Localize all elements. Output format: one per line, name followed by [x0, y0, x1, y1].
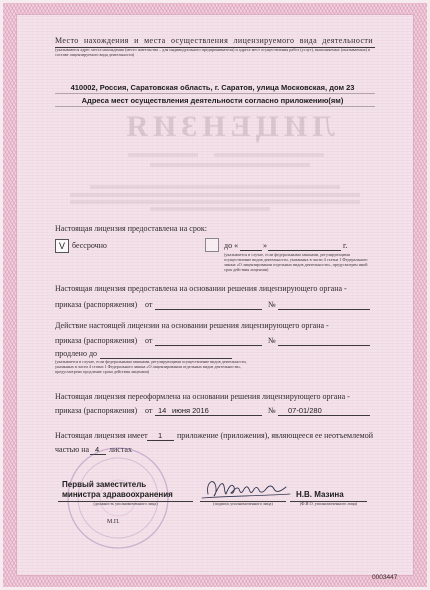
- appendix-count: 1: [158, 431, 163, 440]
- reissued-month-year: июня 2016: [172, 406, 209, 415]
- seal-mark: М.П.: [107, 519, 120, 525]
- until-day-line: [240, 250, 262, 251]
- granted-from-label: от: [145, 300, 153, 309]
- bleed-line: [150, 207, 270, 211]
- extended-date-line: [155, 345, 262, 346]
- until-month-line: [268, 250, 341, 251]
- signatory-name: Н.В. Мазина: [296, 490, 344, 499]
- extended-until-label: продлено до: [55, 349, 98, 358]
- until-quote-close: »: [263, 241, 267, 250]
- appendix-prefix: Настоящая лицензия имеет: [55, 431, 148, 440]
- bleed-through-watermark: ЛИЦЕНЗИЯ: [121, 110, 335, 143]
- reissued-number: 07-01/280: [288, 406, 322, 415]
- extended-number-label: №: [268, 336, 276, 345]
- license-address: 410002, Россия, Саратовская область, г. Саратов, улица Московская, дом 23: [70, 83, 355, 92]
- bleed-line: [90, 185, 340, 189]
- extended-number-line: [278, 345, 370, 346]
- addresses-reference-line: [55, 106, 375, 107]
- granted-order-label: приказа (распоряжения): [55, 300, 138, 309]
- granted-number-line: [278, 309, 370, 310]
- location-note: (указываются адрес места нахождения (место жительства – для индивидуального предпринимателя) и адреса мест осуществления работ (услуг), выполняемых (оказываемых) в составе лицензируемого вида деятельности): [55, 47, 371, 57]
- position-line-1: Первый заместитель: [62, 480, 147, 489]
- extended-note: (указывается в случае, если федеральными законами, регулирующими осуществление видов деятельности, указанных в части 4 статьи 1 Федерального закона «О лицензировании отдельных видов деятельности», предусмотрено продление срока действия лицензии): [55, 359, 247, 374]
- appendix-sheets-prefix: частью на: [55, 445, 90, 454]
- extended-from-label: от: [145, 336, 153, 345]
- indefinite-checkbox: [55, 239, 69, 253]
- check-mark: V: [58, 241, 65, 251]
- reissued-label: Настоящая лицензия переоформлена на основании решения лицензирующего органа -: [55, 392, 350, 401]
- extended-label: Действие настоящей лицензии на основании решения лицензирующего органа -: [55, 321, 329, 330]
- address-line: [55, 93, 375, 94]
- term-note: (указывается в случае, если федеральными законами, регулирующими осуществление видов деятельности, указанных в части 4 статьи 1 Федерального закона «О лицензировании отдельных видов деятельности», предусмотрен иной срок действия лицензии): [224, 252, 368, 272]
- extended-order-label: приказа (распоряжения): [55, 336, 138, 345]
- bleed-line: [128, 153, 198, 157]
- reissued-order-label: приказа (распоряжения): [55, 406, 138, 415]
- granted-number-label: №: [268, 300, 276, 309]
- appendix-middle: приложение (приложения), являющееся ее неотъемлемой: [177, 431, 373, 440]
- granted-date-line: [155, 309, 262, 310]
- until-prefix: до «: [224, 241, 239, 250]
- bleed-line: [70, 193, 360, 197]
- reissued-from-label: от: [145, 406, 153, 415]
- bleed-line: [150, 163, 310, 167]
- position-caption: (должность уполномоченного лица): [93, 501, 158, 506]
- location-title: Место нахождения и места осуществления лицензируемого вида деятельности: [55, 36, 373, 45]
- position-line-2: министра здравоохранения: [62, 490, 173, 499]
- name-caption: (Ф.И.О. уполномоченного лица): [299, 501, 358, 506]
- reissued-number-label: №: [268, 406, 276, 415]
- granted-label: Настоящая лицензия предоставлена на основании решения лицензирующего органа -: [55, 284, 347, 293]
- serial-number: 0003447: [372, 574, 398, 581]
- until-date-checkbox: [205, 238, 219, 252]
- bleed-line: [214, 153, 324, 157]
- until-year-suffix: г.: [343, 241, 348, 250]
- reissued-day: 14: [158, 406, 167, 415]
- bleed-line: [70, 200, 360, 204]
- appendix-sheets-suffix: листах: [109, 445, 132, 454]
- addresses-reference: Адреса мест осуществления деятельности согласно приложению(ям): [81, 96, 344, 105]
- indefinite-label: бессрочно: [72, 241, 107, 250]
- appendix-sheets: 4: [95, 445, 100, 454]
- signature-caption: (подпись уполномоченного лица): [213, 501, 273, 506]
- term-label: Настоящая лицензия предоставлена на срок:: [55, 224, 207, 233]
- handwritten-signature: [198, 472, 293, 504]
